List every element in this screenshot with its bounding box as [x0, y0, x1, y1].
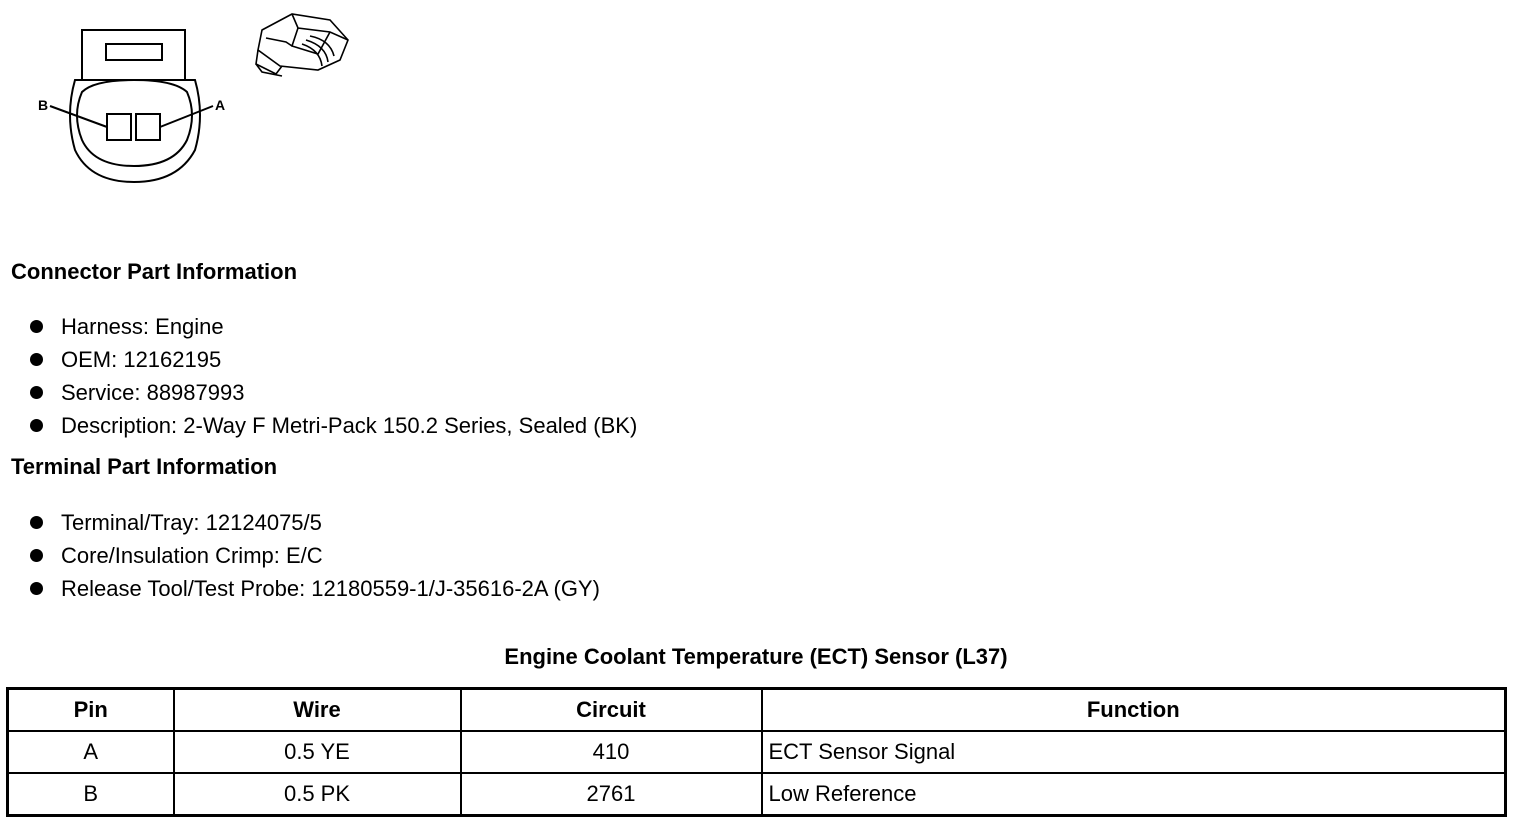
cell-circuit: 2761 — [461, 773, 762, 816]
table-header-row — [8, 689, 1506, 732]
header-pin: Pin — [8, 689, 174, 732]
cell-pin: B — [8, 773, 174, 816]
cell-pin: A — [8, 731, 174, 773]
list-item: Terminal/Tray: 12124075/5 — [30, 506, 600, 539]
cell-wire: 0.5 YE — [174, 731, 461, 773]
list-item: Service: 88987993 — [30, 376, 637, 409]
bullet-icon — [30, 549, 43, 562]
pin-table-title: Engine Coolant Temperature (ECT) Sensor (L37) — [504, 644, 1008, 669]
pin-label-a: A — [215, 97, 226, 113]
header-wire: Wire — [174, 689, 461, 732]
connector-info-list — [30, 310, 637, 442]
bullet-icon — [30, 353, 43, 366]
list-item: Description: 2-Way F Metri-Pack 150.2 Series, Sealed (BK) — [30, 409, 637, 442]
cell-function: Low Reference — [762, 773, 1506, 816]
bullet-icon — [30, 386, 43, 399]
terminal-info-heading: Terminal Part Information — [11, 454, 278, 479]
bullet-icon — [30, 516, 43, 529]
connector-face-view — [50, 30, 213, 182]
bullet-icon — [30, 582, 43, 595]
header-function: Function — [762, 689, 1506, 732]
list-item: Core/Insulation Crimp: E/C — [30, 539, 600, 572]
cell-circuit: 410 — [461, 731, 762, 773]
list-item: Release Tool/Test Probe: 12180559-1/J-35616-2A (GY) — [30, 572, 600, 605]
bullet-icon — [30, 419, 43, 432]
connector-info-heading: Connector Part Information — [11, 259, 298, 284]
cell-function: ECT Sensor Signal — [762, 731, 1506, 773]
table-row — [8, 773, 1506, 816]
pin-label-b: B — [38, 97, 49, 113]
header-circuit: Circuit — [461, 689, 762, 732]
connector-isometric-view — [256, 14, 348, 76]
connector-diagram — [30, 10, 360, 200]
bullet-icon — [30, 320, 43, 333]
list-item: OEM: 12162195 — [30, 343, 637, 376]
cell-wire: 0.5 PK — [174, 773, 461, 816]
terminal-info-list — [30, 506, 600, 605]
list-item: Harness: Engine — [30, 310, 637, 343]
pin-table — [6, 687, 1507, 817]
table-row — [8, 731, 1506, 773]
